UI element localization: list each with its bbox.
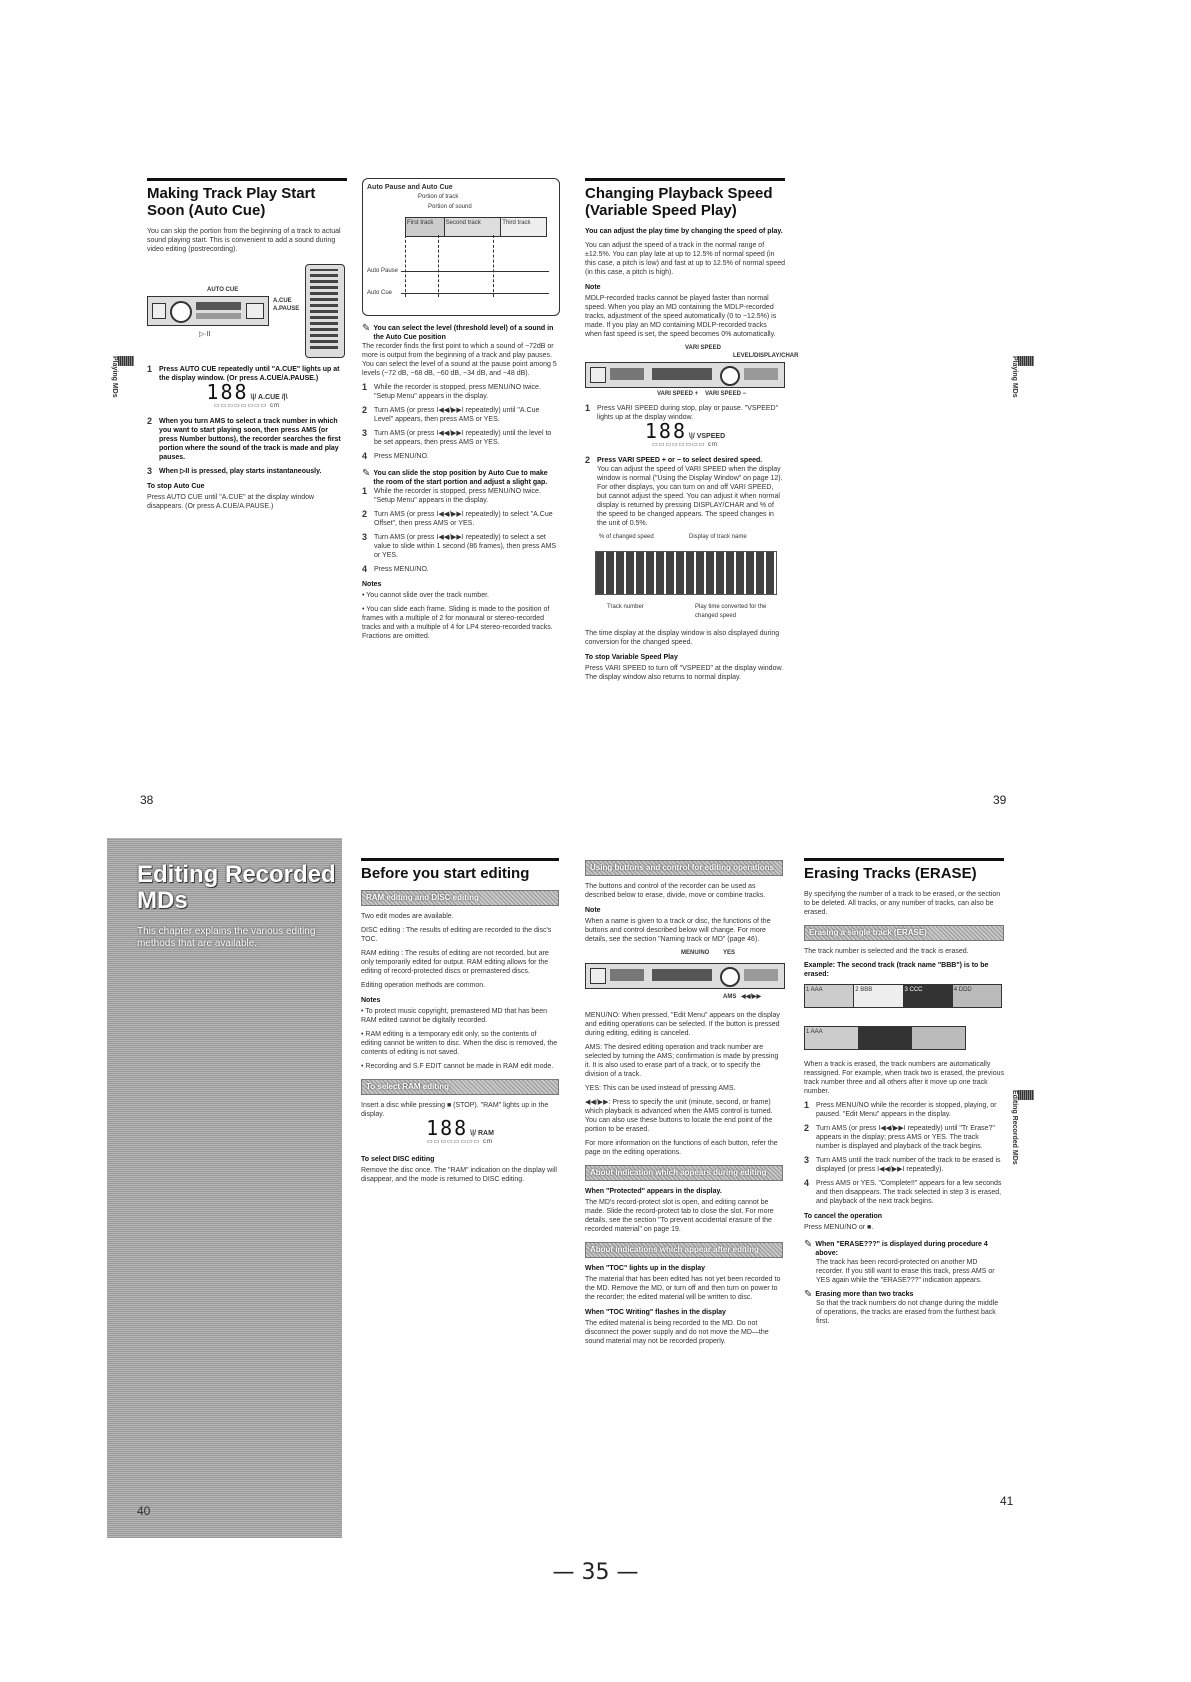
acue-display: 188 \|/ A.CUE /|\ ▭▭▭▭▭▭▭▭ cm xyxy=(206,380,288,409)
toc-title: When "TOC" lights up in the display xyxy=(585,1265,706,1272)
cancel-title: To cancel the operation xyxy=(804,1213,883,1220)
bar-during-editing: About indication which appears during editing xyxy=(585,1165,783,1181)
track-4-before: 4 DDD xyxy=(953,985,1001,1007)
ams-knob-icon xyxy=(720,366,740,386)
level-display-label: LEVEL/DISPLAY/CHAR xyxy=(733,353,799,359)
a-step-1: 1 While the recorder is stopped, press MENU/NO twice. "Setup Menu" appears in the display. xyxy=(362,382,541,400)
buttons-note-title: Note xyxy=(585,907,601,914)
edit-note-3: • Recording and S.F EDIT cannot be made in RAM edit mode. xyxy=(361,1063,554,1070)
tip-erase-protected: ✎ When "ERASE???" is displayed during procedure 4 above: xyxy=(804,1239,988,1257)
recorder-front-panel-2 xyxy=(585,362,785,388)
acue-label: A.CUE xyxy=(273,298,292,304)
vari-device-figure xyxy=(585,344,799,404)
page-number-41: 41 xyxy=(1000,1494,1014,1508)
ram-display: 188 \|/ RAM ▭▭▭▭▭▭▭▭ cm xyxy=(426,1116,494,1145)
disc-select-text: Remove the disc once. The "RAM" indication on the display will disappear, and the mode is returned to DISC editing. xyxy=(361,1167,557,1183)
step-3: 3 When ▷II is pressed, play starts instantaneously. xyxy=(147,466,322,476)
erase-step-2: 2 Turn AMS (or press I◀◀/▶▶I repeatedly) until "Tr Erase?" appears in the display; press AMS or YES. The track number is displayed and playback of the track begins. xyxy=(804,1123,995,1150)
chapter-title: Editing Recorded MDs xyxy=(137,861,336,914)
recorder-front-panel-3 xyxy=(585,963,785,989)
side-tab-left: Playing MDs xyxy=(118,356,134,446)
protected-title: When "Protected" appears in the display. xyxy=(585,1188,722,1195)
ram-editing-def: RAM editing : The results of editing are not recorded, but are only temporarily edited for output. RAM editing allows for the editing of record-protected discs or premastered discs. xyxy=(361,950,549,975)
chapter-panel xyxy=(107,838,342,1538)
vari-plus-label: VARI SPEED + xyxy=(657,391,699,397)
auto-pause-diagram xyxy=(362,178,560,316)
yes-label: YES xyxy=(723,950,736,956)
recorder-figure xyxy=(147,264,347,359)
b-step-3: 3 Turn AMS (or press I◀◀/▶▶I repeatedly) to select a set value to slide within 1 second (86 frames), then press AMS or YES. xyxy=(362,532,557,559)
ams-knob-icon xyxy=(170,301,192,323)
side-tab-editing: Editing Recorded MDs xyxy=(1018,1090,1034,1180)
ams-knob-icon xyxy=(720,967,740,987)
section-buttons-editing xyxy=(585,858,783,1351)
edit-note-1: • To protect music copyright, premastered MD that has been RAM edited cannot be digitally recorded. xyxy=(361,1008,547,1024)
label-track-number: Track number xyxy=(607,604,644,610)
disc-editing-def: DISC editing : The results of editing are recorded to the disc's TOC. xyxy=(361,927,552,943)
label-portion-sound: Portion of sound xyxy=(428,204,472,210)
track-1-before: 1 AAA xyxy=(805,985,854,1007)
edit-notes-title: Notes xyxy=(361,997,381,1004)
vari-minus-label: VARI SPEED − xyxy=(705,391,747,397)
label-auto-cue: Auto Cue xyxy=(367,290,393,296)
erase-step-3: 3 Turn AMS until the track number of the track to be erased is displayed (or press I◀◀/▶▶I repeatedly). xyxy=(804,1155,1001,1173)
label-play-time: Play time converted for the changed speed xyxy=(695,604,767,619)
label-second-track: Second track xyxy=(445,218,502,236)
dot-matrix-display xyxy=(595,551,777,595)
track-3-after xyxy=(912,1027,965,1049)
a-step-4: 4 Press MENU/NO. xyxy=(362,451,429,461)
play-label: ▷·II xyxy=(199,331,211,338)
section-variable-speed xyxy=(585,178,799,687)
b-step-2: 2 Turn AMS (or press I◀◀/▶▶I repeatedly) to select "A.Cue Offset", then press AMS or YES. xyxy=(362,509,553,527)
to-stop-vari-text: Press VARI SPEED to turn off "VSPEED" at the display window. The display window also returns to normal display. xyxy=(585,665,784,681)
tip-erase-protected-text: The track has been record-protected on another MD recorder. If you still want to erase this track, press AMS or YES again while the "ERASE???" indication appears. xyxy=(816,1259,995,1284)
vari-after-disp: The time display at the display window is also displayed during conversion for the changed speed. xyxy=(585,630,780,646)
to-stop-auto-cue-title: To stop Auto Cue xyxy=(147,483,205,490)
tip-erase-multiple: ✎ Erasing more than two tracks xyxy=(804,1289,914,1300)
footer-page-number: — 35 — xyxy=(552,1560,639,1585)
b-step-1: 1 While the recorder is stopped, press MENU/NO twice. "Setup Menu" appears in the display. xyxy=(362,486,541,504)
remote-control-icon xyxy=(305,264,345,358)
vari-intro: You can adjust the speed of a track in the normal range of ±12.5%. You can play late at up to 12.5% of normal speed (in this case, a pitch is low) and fast at up to 12.5% of normal speed (in this case, a pitch is high). xyxy=(585,242,785,276)
auto-cue-label: AUTO CUE xyxy=(207,287,239,293)
bar-select-ram: To select RAM editing xyxy=(361,1079,559,1095)
auto-cue-intro: You can skip the portion from the beginning of a track to actual sound playing start. This is convenient to add a sound during video editing (postrecording). xyxy=(147,228,341,253)
vspeed-display: 188 \|/ VSPEED ▭▭▭▭▭▭▭▭ cm xyxy=(644,419,726,448)
label-pct-speed: % of changed speed xyxy=(599,534,654,540)
tracks-after xyxy=(804,1026,966,1050)
to-stop-vari-title: To stop Variable Speed Play xyxy=(585,654,678,661)
buttons-more: For more information on the functions of each button, refer the page on the editing operations. xyxy=(585,1140,778,1156)
edit-common: Editing operation methods are common. xyxy=(361,982,486,989)
menu-desc: MENU/NO: When pressed, "Edit Menu" appears on the display and editing operations can be selected. If the button is pressed during editing, editing is canceled. xyxy=(585,1012,780,1037)
vari-note: MDLP-recorded tracks cannot be played faster than normal speed. When you play an MD containing the MDLP-recorded tracks, adjustment of the speed automatically (0 to −12.5%) is made. If you play an MD containing MDLP-recorded tracks when fast speed is set, the speed becomes 0% automatically. xyxy=(585,295,777,338)
track-2-after xyxy=(859,1027,913,1049)
a-step-2: 2 Turn AMS (or press I◀◀/▶▶I repeatedly) until "A.Cue Level" appears, then press AMS or YES. xyxy=(362,405,540,423)
label-auto-pause: Auto Pause xyxy=(367,268,399,274)
vari-lead: You can adjust the play time by changing the speed of play. xyxy=(585,228,783,235)
skip-desc: ◀◀/▶▶: Press to specify the unit (minute, second, or frame) which playback is advanced when the AMS control is turned. You can also use these buttons to locate the end point of the portion to be erased. xyxy=(585,1099,773,1133)
track-1-after: 1 AAA xyxy=(805,1027,859,1049)
step-2: 2 When you turn AMS to select a track number in which you want to start playing soon, then press AMS (or press Number buttons), the recorder searches the first portion where the sound of the track is made and play pauses. xyxy=(147,416,341,461)
speed-display-figure xyxy=(585,533,785,625)
tip-threshold: ✎ You can select the level (threshold level) of a sound in the Auto Cue position xyxy=(362,323,554,341)
skip-label: ◀◀/▶▶ xyxy=(741,994,762,1000)
erase-intro: By specifying the number of a track to be erased, or the section to be deleted. All tracks, or any number of tracks, can also be erased. xyxy=(804,891,1001,916)
tip-threshold-text: The recorder finds the first point to which a sound of −72dB or more is output from the beginning of a track and play pauses. You can select the level of a sound at the pause point among 5 levels (−72 dB, −68 dB, −60 dB, −34 dB, and −48 dB). xyxy=(362,343,557,377)
b-step-4: 4 Press MENU/NO. xyxy=(362,564,429,574)
ams-desc: AMS: The desired editing operation and track number are selected by turning the AMS; confirmation is made by pressing it. It is also used to erase part of a track, or to specify the division of a track. xyxy=(585,1044,779,1078)
to-stop-auto-cue-text: Press AUTO CUE until "A.CUE" at the display window disappears. (Or press A.CUE/A.PAUSE.) xyxy=(147,494,315,510)
auto-cue-title: Making Track Play Start Soon (Auto Cue) xyxy=(147,178,347,219)
vari-step-1: 1 Press VARI SPEED during stop, play or pause. "VSPEED" lights up at the display window. xyxy=(585,403,779,421)
bar-after-editing: About indications which appear after editing xyxy=(585,1242,783,1258)
vari-speed-label: VARI SPEED xyxy=(685,345,721,351)
tip-bulb-icon: ✎ xyxy=(362,468,371,479)
erase-title: Erasing Tracks (ERASE) xyxy=(804,858,1004,882)
side-tab-right: Playing MDs xyxy=(1018,356,1034,446)
erase-step-4: 4 Press AMS or YES. "Complete!!" appears for a few seconds and then disappears. The track selected in step 3 is erased, and playback of the next track begins. xyxy=(804,1178,1002,1205)
tracks-before xyxy=(804,984,1002,1008)
protected-text: The MD's record-protect slot is open, and editing cannot be made. Slide the record-protect tab to close the slot. For more details, see the section "To prevent accidental erasure of the recorded material" on page 19. xyxy=(585,1199,774,1233)
page-number-39: 39 xyxy=(993,793,1007,807)
erase-single-text: The track number is selected and the track is erased. xyxy=(804,948,969,955)
section-before-editing xyxy=(361,858,559,1189)
menu-no-label: MENU/NO xyxy=(681,950,710,956)
section-auto-cue xyxy=(147,178,347,516)
before-editing-title: Before you start editing xyxy=(361,858,559,882)
chapter-subtitle: This chapter explains the various editing methods that are available. xyxy=(137,926,316,949)
bar-erase-single: Erasing a single track (ERASE) xyxy=(804,925,1004,941)
buttons-note: When a name is given to a track or disc, the functions of the buttons and control described below will change. For more details, see the section "Naming track or MD" (page 46). xyxy=(585,918,771,943)
step-1: 1 Press AUTO CUE repeatedly until "A.CUE" lights up at the display window. (Or press A.CUE/A.PAUSE.) xyxy=(147,364,340,382)
track-2-before: 2 BBB xyxy=(854,985,903,1007)
disc-select-title: To select DISC editing xyxy=(361,1156,435,1163)
label-display-name: Display of track name xyxy=(689,534,747,540)
apause-label: A.PAUSE xyxy=(273,306,300,312)
edit-note-2: • RAM editing is a temporary edit only, so the contents of editing cannot be written to disc. When the disc is removed, the contents of editing is not saved. xyxy=(361,1031,558,1056)
cancel-text: Press MENU/NO or ■. xyxy=(804,1224,874,1231)
label-third-track: Third track xyxy=(501,218,546,236)
bar-ram-disc: RAM editing and DISC editing xyxy=(361,890,559,906)
track-bar xyxy=(405,217,547,237)
a-step-3: 3 Turn AMS (or press I◀◀/▶▶I repeatedly) until the level to be set appears, then press AMS or YES. xyxy=(362,428,552,446)
vari-note-title: Note xyxy=(585,284,601,291)
tip-bulb-icon: ✎ xyxy=(804,1289,813,1300)
tip-erase-multiple-text: So that the track numbers do not change during the middle of operations, the tracks are erased from the furthest back first. xyxy=(816,1300,999,1325)
edit-modes-intro: Two edit modes are available. xyxy=(361,913,454,920)
erase-after: When a track is erased, the track numbers are automatically reassigned. For example, when track two is erased, the previous track number three and all others after it move up one track number. xyxy=(804,1061,1004,1095)
toc-writing-title: When "TOC Writing" flashes in the display xyxy=(585,1309,726,1316)
page-number-40: 40 xyxy=(137,1504,151,1518)
bar-using-buttons: Using buttons and control for editing operations xyxy=(585,860,783,876)
section-erase xyxy=(804,858,1004,1331)
section-auto-pause-auto-cue xyxy=(362,178,560,646)
yes-desc: YES: This can be used instead of pressing AMS. xyxy=(585,1085,736,1092)
toc-writing-text: The edited material is being recorded to the MD. Do not disconnect the power supply and do not move the MD—the sound material may not be recorded properly. xyxy=(585,1320,769,1345)
tip-bulb-icon: ✎ xyxy=(362,323,371,334)
track-3-before: 3 CCC xyxy=(904,985,953,1007)
notes-title: Notes xyxy=(362,581,382,588)
page-number-38: 38 xyxy=(140,793,154,807)
diagram-title: Auto Pause and Auto Cue xyxy=(367,184,453,191)
ram-select-text: Insert a disc while pressing ■ (STOP). "RAM" lights up in the display. xyxy=(361,1102,549,1118)
vari-speed-title: Changing Playback Speed (Variable Speed Play) xyxy=(585,178,785,219)
tip-offset: ✎ You can slide the stop position by Auto Cue to make the room of the start portion and adjust a slight gap. xyxy=(362,468,548,486)
tip-bulb-icon: ✎ xyxy=(804,1239,813,1250)
erase-track-figure xyxy=(804,984,1004,1056)
buttons-intro: The buttons and control of the recorder can be used as described below to erase, divide, move or combine tracks. xyxy=(585,883,766,899)
erase-example: Example: The second track (track name "BBB") is to be erased: xyxy=(804,962,989,978)
ams-label: AMS xyxy=(723,994,737,1000)
note-2: • You can slide each frame. Sliding is made to the position of frames with a multiple of 2 for monaural or stereo-recorded tracks and with a multiple of 4 for LP4 stereo-recorded tracks. Fractions are omitted. xyxy=(362,606,553,640)
vari-step-2: 2 Press VARI SPEED + or − to select desired speed. You can adjust the speed of VARI SPEED when the display window is normal ("Using the Display Window" on page 12). For other displays, you can turn on and off VARI SPEED, but cannot adjust the speed. You can adjust it when normal display is returned by pressing DISPLAY/CHAR and % of the speed to be changed appears. The speed changes in the unit of 0.5%. xyxy=(585,455,783,527)
edit-device-figure xyxy=(585,949,783,1011)
note-1: • You cannot slide over the track number. xyxy=(362,592,489,599)
recorder-front-panel xyxy=(147,296,269,326)
label-portion-track: Portion of track xyxy=(418,194,459,200)
label-first-track: First track xyxy=(406,218,445,236)
toc-text: The material that has been edited has not yet been recorded to the MD. Remove the MD, or turn off and then turn on power to the recorder; the edited material will be written to disc. xyxy=(585,1276,781,1301)
erase-step-1: 1 Press MENU/NO while the recorder is stopped, playing, or paused. "Edit Menu" appears in the display. xyxy=(804,1100,997,1118)
